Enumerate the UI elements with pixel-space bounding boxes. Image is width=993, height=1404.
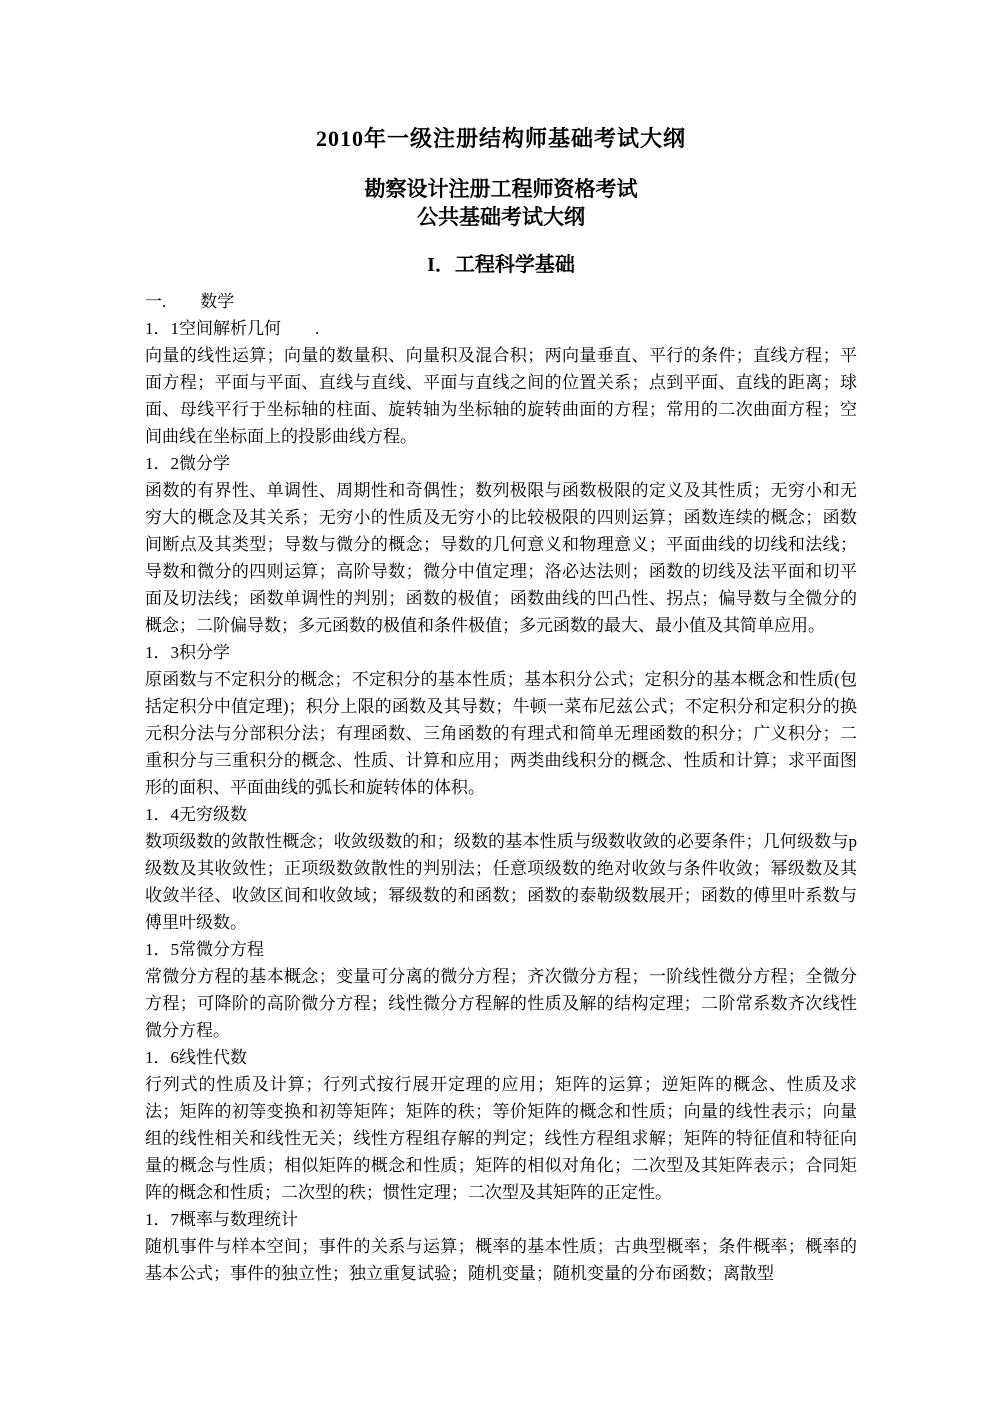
section-body: 函数的有界性、单调性、周期性和奇偶性；数列极限与函数极限的定义及其性质；无穷小和无穷大的概念及其关系；无穷小的性质及无穷小的比较极限的四则运算；函数连续的概念；函数间断点及其类型；导数与微分的概念；导数的几何意义和物理意义；平面曲线的切线和法线；导数和微分的四则运算；高阶导数；微分中值定理；洛必达法则；函数的切线及法平面和切平面及切法线；函数单调性的判别；函数的极值；函数曲线的凹凸性、拐点；偏导数与全微分的概念；二阶偏导数；多元函数的极值和条件极值；多元函数的最大、最小值及其简单应用。 (145, 481, 857, 635)
section-heading: 1．4无穷级数 (145, 805, 247, 824)
section-body: 行列式的性质及计算；行列式按行展开定理的应用；矩阵的运算；逆矩阵的概念、性质及求法；矩阵的初等变换和初等矩阵；矩阵的秩；等价矩阵的概念和性质；向量的线性表示；向量组的线性相关和线性无关；线性方程组存解的判定；线性方程组求解；矩阵的特征值和特征向量的概念与性质；相似矩阵的概念和性质；矩阵的相似对角化；二次型及其矩阵表示；合同矩阵的概念和性质；二次型的秩；惯性定理；二次型及其矩阵的正定性。 (145, 1075, 857, 1202)
document-content (145, 0, 857, 1287)
section-heading: 1．7概率与数理统计 (145, 1210, 298, 1229)
section-heading: 1．3积分学 (145, 643, 230, 662)
section-1-5 (145, 936, 857, 1044)
section-body: 随机事件与样本空间；事件的关系与运算；概率的基本性质；古典型概率；条件概率；概率的基本公式；事件的独立性；独立重复试验；随机变量；随机变量的分布函数；离散型 (145, 1237, 857, 1283)
section-heading: 1．2微分学 (145, 454, 230, 473)
document-subtitle-line-2: 公共基础考试大纲 (417, 205, 585, 229)
document-body (145, 288, 857, 1287)
section-1-6 (145, 1044, 857, 1206)
section-1-1 (145, 315, 857, 450)
document-subtitle-line-1: 勘察设计注册工程师资格考试 (364, 177, 638, 201)
section-1-2 (145, 450, 857, 639)
section-heading: 1．6线性代数 (145, 1048, 247, 1067)
section-body: 原函数与不定积分的概念；不定积分的基本性质；基本积分公式；定积分的基本概念和性质(包括定积分中值定理)；积分上限的函数及其导数；牛顿一菜布尼兹公式；不定积分和定积分的换元积分法与分部积分法；有理函数、三角函数的有理式和简单无理函数的积分；广义积分；二重积分与三重积分的概念、性质、计算和应用；两类曲线积分的概念、性质和计算；求平面图形的面积、平面曲线的弧长和旋转体的体积。 (145, 670, 857, 797)
section-body: 数项级数的敛散性概念；收敛级数的和；级数的基本性质与级数收敛的必要条件；几何级数与p级数及其收敛性；正项级数敛散性的判别法；任意项级数的绝对收敛与条件收敛；幂级数及其收敛半径、收敛区间和收敛域；幂级数的和函数；函数的泰勒级数展开；函数的傅里叶系数与傅里叶级数。 (145, 832, 857, 932)
document-title: 2010年一级注册结构师基础考试大纲 (315, 126, 686, 151)
section-heading: 1．5常微分方程 (145, 940, 264, 959)
section-1-3 (145, 639, 857, 801)
section-heading: 1．1空间解析几何 . (145, 319, 320, 338)
section-1-4 (145, 801, 857, 936)
part-heading: I．工程科学基础 (427, 254, 575, 276)
chapter-heading: 一. 数学 (145, 292, 235, 311)
section-1-7 (145, 1206, 857, 1287)
section-body: 向量的线性运算；向量的数量积、向量积及混合积；两向量垂直、平行的条件；直线方程；平面方程；平面与平面、直线与直线、平面与直线之间的位置关系；点到平面、直线的距离；球面、母线平行于坐标轴的柱面、旋转轴为坐标轴的旋转曲面的方程；常用的二次曲面方程；空间曲线在坐标面上的投影曲线方程。 (145, 346, 857, 446)
section-body: 常微分方程的基本概念；变量可分离的微分方程；齐次微分方程；一阶线性微分方程；全微分方程；可降阶的高阶微分方程；线性微分方程解的性质及解的结构定理；二阶常系数齐次线性微分方程。 (145, 967, 857, 1040)
